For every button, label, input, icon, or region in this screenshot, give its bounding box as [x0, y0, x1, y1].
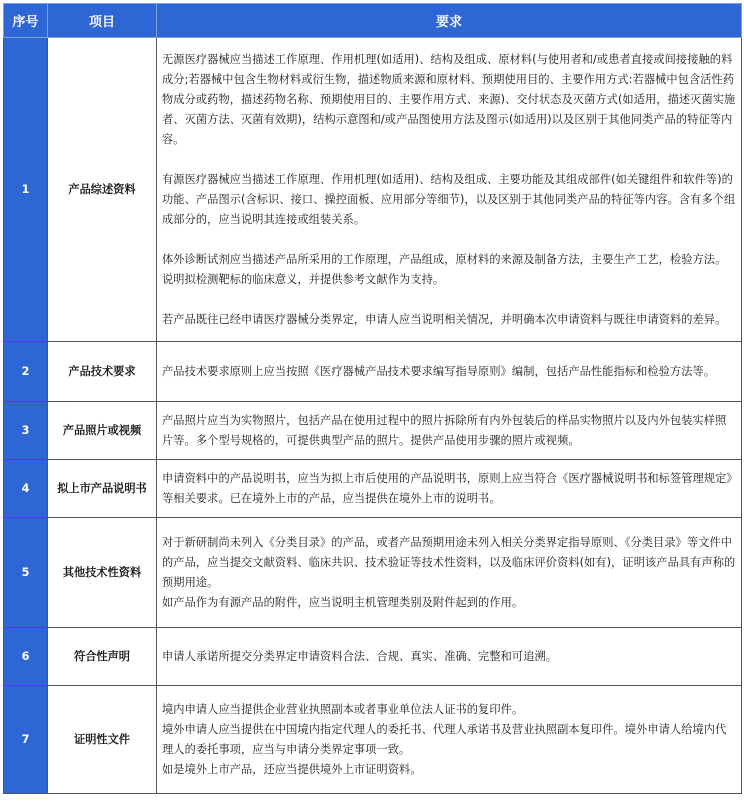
- row-index: 4: [4, 460, 48, 518]
- row-index: 3: [4, 402, 48, 460]
- row-requirement: [157, 342, 742, 402]
- requirement-paragraph: 申请人承诺所提交分类界定申请资料合法、合规、真实、准确、完整和可追溯。: [162, 649, 558, 663]
- requirement-paragraph: 若产品既往已经申请医疗器械分类界定，申请人应当说明相关情况，并明确本次申请资料与既往申请资料的差异。: [162, 312, 727, 326]
- header-item: 项目: [48, 4, 157, 38]
- row-index: 1: [4, 38, 48, 342]
- requirement-paragraph: 对于新研制尚未列入《分类目录》的产品，或者产品预期用途未列入相关分类界定指导原则、《分类目录》等文件中的产品，应当提交文献资料、临床共识、技术验证等技术性资料，以及临床评价资料(如有)，证明该产品具有声称的预期用途。: [162, 535, 736, 589]
- table-row: [4, 628, 742, 686]
- row-requirement: [157, 518, 742, 628]
- requirement-paragraph: 申请资料中的产品说明书，应当为拟上市后使用的产品说明书，原则上应当符合《医疗器械说明书和标签管理规定》等相关要求。已在境外上市的产品，应当提供在境外上市的说明书。: [162, 471, 733, 505]
- row-index: 7: [4, 686, 48, 794]
- table-header-row: [4, 4, 742, 38]
- requirement-paragraph: 产品照片应当为实物照片，包括产品在使用过程中的照片拆除所有内外包装后的样品实物照片以及内外包装实样照片等。多个型号规格的，可提供典型产品的照片。提供产品使用步骤的照片或视频。: [162, 413, 727, 447]
- requirement-paragraph: 境内申请人应当提供企业营业执照副本或者事业单位法人证书的复印件。: [162, 702, 524, 716]
- table-row: [4, 518, 742, 628]
- requirement-paragraph: 有源医疗器械应当描述工作原理、作用机理(如适用)、结构及组成、主要功能及其组成部件(如关键组件和软件等)的功能、产品图示(含标识、接口、操控面板、应用部分等细节)，以及区别于其他同类产品的特征等内容。含有多个组成部分的，应当说明其连接或组装关系。: [162, 172, 736, 226]
- table-row: [4, 38, 742, 342]
- requirement-paragraph: 无源医疗器械应当描述工作原理、作用机理(如适用)、结构及组成、原材料(与使用者和/或患者直接或间接接触的料成分;若器械中包含生物材料或衍生物，描述物质来源和原材料、预期使用目的、主要作用方式:若器械中包含活性药物成分或药物，描述药物名称、预期使用目的、主要作用方式、来源)、交付状态及灭菌方式(如适用，描述灭菌实施者、灭菌方法、灭菌有效期)，结构示意图和/或产品图使用方法及图示(如适用)以及区别于其他同类产品的特征等内容。: [162, 52, 736, 146]
- requirement-paragraph: 如是境外上市产品，还应当提供境外上市证明资料。: [162, 762, 422, 776]
- header-index: 序号: [4, 4, 48, 38]
- header-requirement: 要求: [157, 4, 742, 38]
- row-item: 产品综述资料: [48, 38, 157, 342]
- row-item: 其他技术性资料: [48, 518, 157, 628]
- requirement-paragraph: 如产品作为有源产品的附件，应当说明主机管理类别及附件起到的作用。: [162, 595, 524, 609]
- row-item: 证明性文件: [48, 686, 157, 794]
- row-requirement: [157, 628, 742, 686]
- requirement-paragraph: 产品技术要求原则上应当按照《医疗器械产品技术要求编写指导原则》编制，包括产品性能指标和检验方法等。: [162, 364, 716, 378]
- requirement-paragraph: 体外诊断试剂应当描述产品所采用的工作原理，产品组成，原材料的来源及制备方法，主要生产工艺，检验方法。说明拟检测靶标的临床意义，并提供参考文献作为支持。: [162, 252, 727, 286]
- table-row: [4, 342, 742, 402]
- row-item: 产品技术要求: [48, 342, 157, 402]
- row-item: 拟上市产品说明书: [48, 460, 157, 518]
- row-item: 符合性声明: [48, 628, 157, 686]
- row-requirement: [157, 686, 742, 794]
- row-requirement: [157, 38, 742, 342]
- row-index: 2: [4, 342, 48, 402]
- table-row: [4, 460, 742, 518]
- table-row: [4, 402, 742, 460]
- requirements-table: [3, 3, 742, 794]
- row-index: 5: [4, 518, 48, 628]
- row-item: 产品照片或视频: [48, 402, 157, 460]
- row-requirement: [157, 402, 742, 460]
- table-row: [4, 686, 742, 794]
- row-requirement: [157, 460, 742, 518]
- requirement-paragraph: 境外申请人应当提供在中国境内指定代理人的委托书、代理人承诺书及营业执照副本复印件。境外申请人给境内代理人的委托事项，应当与申请分类界定事项一致。: [162, 722, 727, 756]
- row-index: 6: [4, 628, 48, 686]
